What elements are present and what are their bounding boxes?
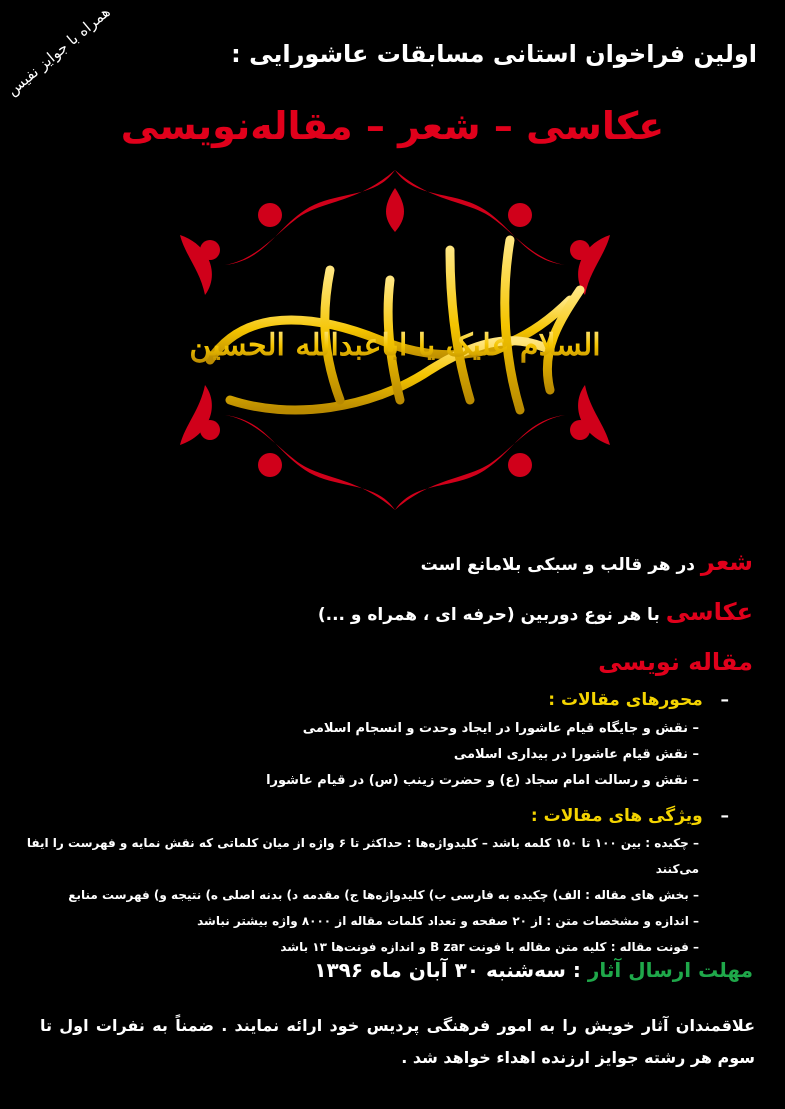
deadline-label: مهلت ارسال آثار	[587, 958, 753, 982]
categories-title: عکاسی – شعر – مقاله‌نویسی	[120, 104, 665, 148]
photo-label: عکاسی	[665, 598, 753, 626]
calligraphy-strokes	[210, 240, 580, 410]
essay-heading	[33, 648, 753, 676]
poetry-line	[33, 548, 753, 576]
intro-heading: اولین فراخوان استانی مسابقات عاشورایی :	[231, 40, 757, 68]
poetry-text: در هر قالب و سبکی بلامانع است	[420, 555, 695, 575]
list-item: – نقش و رسالت امام سجاد (ع) و حضرت زینب (س) در قیام عاشورا	[9, 768, 699, 794]
list-item: – نقش قیام عاشورا در بیداری اسلامی	[9, 742, 699, 768]
features-title: ویژگی های مقالات :	[530, 806, 703, 826]
photo-line	[33, 598, 753, 626]
axes-title: محورهای مقالات :	[548, 690, 703, 710]
list-item: – اندازه و مشخصات متن : از ۲۰ صفحه و تعداد کلمات مقاله از ۸۰۰۰ واژه بیشتر نباشد	[0, 908, 699, 934]
features-section: – ویژگی های مقالات : – چکیده : بین ۱۰۰ تا ۱۵۰ کلمه باشد – کلیدواژه‌ها : حداکثر تا ۶ واژه از میان کلماتی که نقش نمایه و فهرست را ایفا می‌کنند – بخش های مقاله : الف) چکیده به فارسی ب) کلیدواژه‌ها ج) مقدمه د) بدنه اصلی ه) نتیجه و) فهرست منابع – اندازه و مشخصات متن : از ۲۰ صفحه و تعداد کلمات مقاله از ۸۰۰۰ واژه بیشتر نباشد – فونت مقاله : کلیه متن مقاله با فونت B zar و اندازه فونت‌ها ۱۳ باشد	[0, 806, 753, 960]
essay-label: مقاله نویسی	[598, 648, 753, 676]
ornament-top	[180, 170, 610, 295]
deadline	[33, 958, 753, 982]
deadline-date: سه‌شنبه ۳۰ آبان ماه ۱۳۹۶	[314, 958, 566, 982]
list-item: – چکیده : بین ۱۰۰ تا ۱۵۰ کلمه باشد – کلیدواژه‌ها : حداکثر تا ۶ واژه از میان کلماتی که نقش نمایه و فهرست را ایفا می‌کنند	[0, 830, 699, 882]
photo-text: با هر نوع دوربین (حرفه ای ، همراه و ...)	[317, 605, 660, 625]
closing-text: علاقمندان آثار خویش را به امور فرهنگی پردیس خود ارائه نمایند . ضمناً به نفرات اول تا سوم هر رشته جوایز ارزنده اهداء خواهد شد .	[40, 1016, 755, 1067]
list-item: – فونت مقاله : کلیه متن مقاله با فونت B zar و اندازه فونت‌ها ۱۳ باشد	[0, 934, 699, 960]
poetry-label: شعر	[700, 548, 753, 576]
emblem-text: السلام علیک یا اباعبدالله الحسین	[189, 328, 601, 363]
axes-section: – محورهای مقالات : – نقش و جایگاه قیام عاشورا در ایجاد وحدت و انسجام اسلامی – نقش قیام عاشورا در بیداری اسلامی – نقش و رسالت امام سجاد (ع) و حضرت زینب (س) در قیام عاشورا	[9, 690, 753, 794]
list-item: – بخش های مقاله : الف) چکیده به فارسی ب) کلیدواژه‌ها ج) مقدمه د) بدنه اصلی ه) نتیجه و) فهرست منابع	[0, 882, 699, 908]
prize-note: همراه با جوایز نفیس	[3, 2, 114, 100]
calligraphy-emblem	[150, 160, 640, 520]
deadline-separator: :	[565, 958, 588, 982]
axes-list	[9, 716, 729, 794]
features-list	[0, 830, 729, 960]
list-item: – نقش و جایگاه قیام عاشورا در ایجاد وحدت و انسجام اسلامی	[9, 716, 699, 742]
